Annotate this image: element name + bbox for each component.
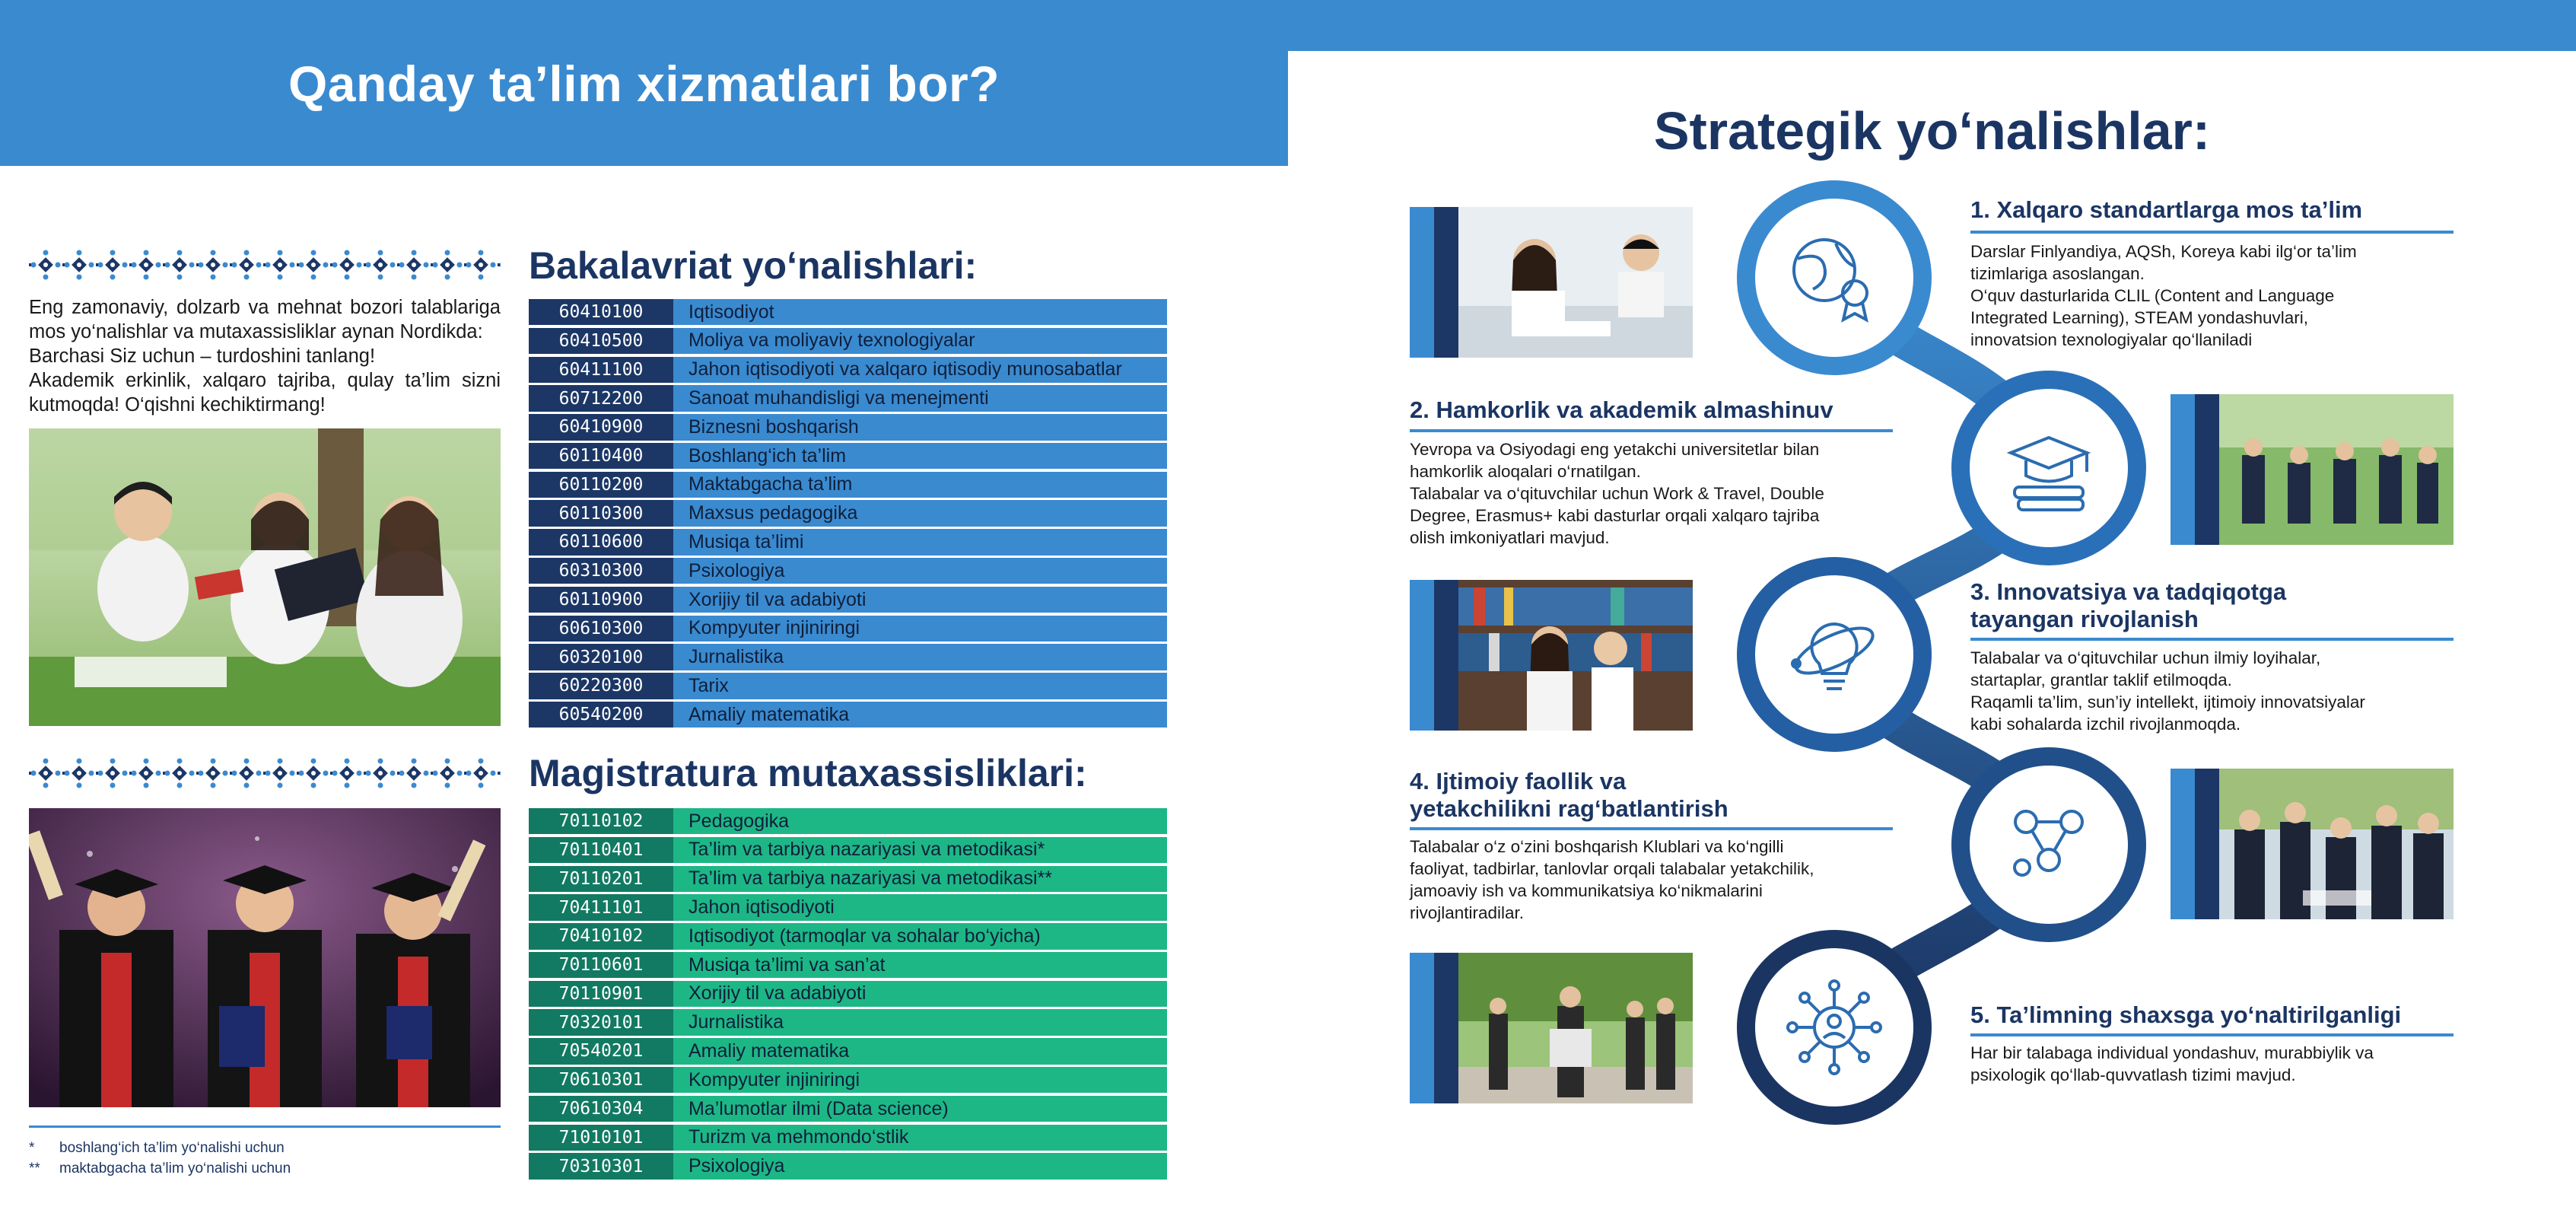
strategy-1-title: 1. Xalqaro standartlarga mos ta’lim: [1970, 196, 2363, 223]
body-line: jamoaviy ish va kommunikatsiya ko‘nikmalarini: [1410, 881, 1763, 900]
program-row: [529, 1009, 1167, 1035]
footnote-mark: **: [29, 1161, 40, 1176]
program-code: 70410102: [529, 923, 673, 949]
program-name: Ta’lim va tarbiya nazariyasi va metodikasi**: [673, 866, 1167, 892]
program-row: [529, 673, 1167, 699]
body-line: Raqamli ta’lim, sun’iy intellekt, ijtimoiy innovatsiyalar: [1970, 693, 2365, 712]
program-code: 60411100: [529, 357, 673, 383]
program-code: 70610301: [529, 1067, 673, 1093]
program-row: [529, 328, 1167, 354]
master-section-title: Magistratura mutaxassisliklari:: [529, 752, 1087, 794]
program-code: 70411101: [529, 894, 673, 920]
timeline-node-3: [1737, 557, 1932, 752]
program-code: 60540200: [529, 702, 673, 728]
program-name: Biznesni boshqarish: [673, 414, 1167, 440]
students-group-photo: [2171, 769, 2454, 919]
program-name: Psixologiya: [673, 1153, 1167, 1179]
program-name: Iqtisodiyot: [673, 299, 1167, 325]
body-line: olish imkoniyatlari mavjud.: [1410, 528, 1610, 547]
title-line: 4. Ijtimoiy faollik va: [1410, 768, 1627, 794]
body-line: rivojlantiradilar.: [1410, 903, 1525, 922]
classroom-study-photo: [1410, 207, 1693, 358]
body-line: Degree, Erasmus+ kabi dasturlar orqali xalqaro tajriba: [1410, 506, 1820, 525]
program-name: Boshlang‘ich ta’lim: [673, 443, 1167, 469]
program-row: [529, 894, 1167, 920]
program-row: [529, 1067, 1167, 1093]
program-name: Psixologiya: [673, 558, 1167, 584]
program-name: Kompyuter injiniringi: [673, 616, 1167, 642]
title-line: tayangan rivojlanish: [1970, 606, 2199, 632]
strategy-5-rule: [1970, 1033, 2454, 1036]
program-name: Pedagogika: [673, 808, 1167, 834]
body-line: faoliyat, tadbirlar, tanlovlar orqali talabalar yetakchilik,: [1410, 859, 1814, 878]
campus-walk-photo: [1410, 953, 1693, 1103]
program-code: 60712200: [529, 385, 673, 411]
strategy-5-title: 5. Ta’limning shaxsga yo‘naltirilganligi: [1970, 1001, 2402, 1028]
program-code: 70610304: [529, 1096, 673, 1122]
strategy-2-body: [1410, 438, 1824, 549]
strategy-4-body: [1410, 836, 1814, 924]
program-code: 71010101: [529, 1125, 673, 1151]
program-row: [529, 587, 1167, 613]
program-row: [529, 1153, 1167, 1179]
body-line: kabi sohalarda izchil rivojlanmoqda.: [1970, 715, 2241, 734]
program-code: 60610300: [529, 616, 673, 642]
footnote-mark: *: [29, 1140, 35, 1156]
program-name: Maktabgacha ta’lim: [673, 472, 1167, 498]
program-code: 60110900: [529, 587, 673, 613]
body-line: Talabalar va o‘qituvchilar uchun ilmiy loyihalar,: [1970, 648, 2321, 667]
program-row: [529, 923, 1167, 949]
strategy-3-body: [1970, 647, 2365, 735]
footnotes: [29, 1138, 291, 1179]
program-row: [529, 808, 1167, 834]
title-line: 3. Innovatsiya va tadqiqotga: [1970, 578, 2287, 605]
program-row: [529, 866, 1167, 892]
body-line: Darslar Finlyandiya, AQSh, Koreya kabi ilg‘or ta’lim: [1970, 242, 2357, 261]
ornament-pattern-icon: [29, 250, 501, 280]
program-code: 60110200: [529, 472, 673, 498]
program-row: [529, 1038, 1167, 1064]
program-code: 70310301: [529, 1153, 673, 1179]
program-code: 70110401: [529, 837, 673, 863]
program-row: [529, 644, 1167, 670]
title-line: yetakchilikni rag‘batlantirish: [1410, 795, 1728, 822]
body-line: hamkorlik aloqalari o‘rnatilgan.: [1410, 462, 1641, 481]
program-code: 60110300: [529, 500, 673, 526]
program-row: [529, 414, 1167, 440]
program-name: Tarix: [673, 673, 1167, 699]
strategy-1-rule: [1970, 231, 2454, 234]
body-line: O‘quv dasturlarida CLIL (Content and Language: [1970, 286, 2335, 305]
program-row: [529, 500, 1167, 526]
intro-paragraph-1: Eng zamonaviy, dolzarb va mehnat bozori talablariga mos yo‘nalishlar va mutaxassisliklar aynan Nordikda:: [29, 297, 501, 342]
program-row: [529, 1096, 1167, 1122]
body-line: Integrated Learning), STEAM yondashuvlari,: [1970, 308, 2308, 327]
body-line: Yevropa va Osiyodagi eng yetakchi universitetlar bilan: [1410, 440, 1820, 459]
program-name: Jahon iqtisodiyoti: [673, 894, 1167, 920]
strategy-2-title: 2. Hamkorlik va akademik almashinuv: [1410, 396, 1833, 423]
left-page-title: Qanday ta’lim xizmatlari bor?: [288, 56, 1000, 112]
program-row: [529, 952, 1167, 978]
program-name: Turizm va mehmondo‘stlik: [673, 1125, 1167, 1151]
program-code: 60410900: [529, 414, 673, 440]
program-row: [529, 299, 1167, 325]
program-row: [529, 529, 1167, 555]
timeline-node-4: [1951, 747, 2146, 942]
body-line: startaplar, grantlar taklif etilmoqda.: [1970, 670, 2232, 689]
program-row: [529, 616, 1167, 642]
strategy-3-title: [1970, 578, 2286, 633]
program-row: [529, 981, 1167, 1007]
master-program-list: [529, 808, 1167, 1182]
footnote-text: maktabgacha ta’lim yo‘nalishi uchun: [59, 1161, 291, 1176]
program-name: Ma’lumotlar ilmi (Data science): [673, 1096, 1167, 1122]
strategy-2-rule: [1410, 429, 1893, 432]
footnote-item: [29, 1138, 291, 1158]
bachelor-program-list: [529, 299, 1167, 731]
program-name: Jurnalistika: [673, 644, 1167, 670]
program-row: [529, 702, 1167, 728]
footnote-divider: [29, 1126, 501, 1128]
strategy-5-body: [1970, 1042, 2374, 1086]
students-park-photo: [2171, 394, 2454, 545]
program-code: 70110901: [529, 981, 673, 1007]
program-name: Jahon iqtisodiyoti va xalqaro iqtisodiy munosabatlar: [673, 357, 1167, 383]
program-code: 60110600: [529, 529, 673, 555]
program-row: [529, 558, 1167, 584]
program-name: Ta’lim va tarbiya nazariyasi va metodikasi*: [673, 837, 1167, 863]
strategy-4-rule: [1410, 827, 1893, 830]
program-name: Maxsus pedagogika: [673, 500, 1167, 526]
program-name: Moliya va moliyaviy texnologiyalar: [673, 328, 1167, 354]
program-name: Iqtisodiyot (tarmoqlar va sohalar bo‘yicha): [673, 923, 1167, 949]
program-name: Jurnalistika: [673, 1009, 1167, 1035]
program-name: Musiqa ta’limi va san’at: [673, 952, 1167, 978]
program-name: Xorijiy til va adabiyoti: [673, 587, 1167, 613]
program-code: 70110102: [529, 808, 673, 834]
graduates-photo: [29, 808, 501, 1107]
intro-paragraph-3: Akademik erkinlik, xalqaro tajriba, qulay ta’lim sizni kutmoqda! O‘qishni kechiktirmang!: [29, 370, 501, 416]
footnote-text: boshlang‘ich ta’lim yo‘nalishi uchun: [59, 1140, 285, 1156]
strategy-3-rule: [1970, 638, 2454, 641]
body-line: Talabalar o‘z o‘zini boshqarish Klublari va ko‘ngilli: [1410, 837, 1784, 856]
program-name: Sanoat muhandisligi va menejmenti: [673, 385, 1167, 411]
library-students-photo: [1410, 580, 1693, 731]
program-row: [529, 385, 1167, 411]
bachelor-section-title: Bakalavriat yo‘nalishlari:: [529, 244, 978, 287]
body-line: innovatsion texnologiyalar qo‘llaniladi: [1970, 330, 2253, 349]
program-code: 60410100: [529, 299, 673, 325]
students-outdoor-photo: [29, 428, 501, 726]
program-row: [529, 1125, 1167, 1151]
strategy-1-body: [1970, 240, 2357, 351]
body-line: Talabalar va o‘qituvchilar uchun Work & Travel, Double: [1410, 484, 1824, 503]
program-code: 70320101: [529, 1009, 673, 1035]
program-name: Kompyuter injiniringi: [673, 1067, 1167, 1093]
program-name: Musiqa ta’limi: [673, 529, 1167, 555]
program-row: [529, 443, 1167, 469]
program-code: 70540201: [529, 1038, 673, 1064]
program-code: 70110201: [529, 866, 673, 892]
timeline-node-1: [1737, 180, 1932, 375]
body-line: tizimlariga asoslangan.: [1970, 264, 2145, 283]
program-code: 60320100: [529, 644, 673, 670]
program-name: Xorijiy til va adabiyoti: [673, 981, 1167, 1007]
intro-paragraph-2: Barchasi Siz uchun – turdoshini tanlang!: [29, 345, 376, 367]
ornament-pattern-icon: [29, 758, 501, 788]
program-row: [529, 837, 1167, 863]
footnote-item: [29, 1158, 291, 1179]
program-name: Amaliy matematika: [673, 1038, 1167, 1064]
program-row: [529, 357, 1167, 383]
body-line: Har bir talabaga individual yondashuv, murabbiylik va: [1970, 1043, 2374, 1062]
program-code: 70110601: [529, 952, 673, 978]
body-line: psixologik qo‘llab-quvvatlash tizimi mavjud.: [1970, 1065, 2296, 1084]
person-hub-icon: [1788, 981, 1881, 1074]
program-name: Amaliy matematika: [673, 702, 1167, 728]
strategy-4-title: [1410, 768, 1728, 823]
program-code: 60220300: [529, 673, 673, 699]
right-page-title: Strategik yo‘nalishlar:: [1653, 101, 2211, 161]
intro-text: [29, 295, 501, 417]
program-code: 60110400: [529, 443, 673, 469]
program-row: [529, 472, 1167, 498]
program-code: 60410500: [529, 328, 673, 354]
program-code: 60310300: [529, 558, 673, 584]
